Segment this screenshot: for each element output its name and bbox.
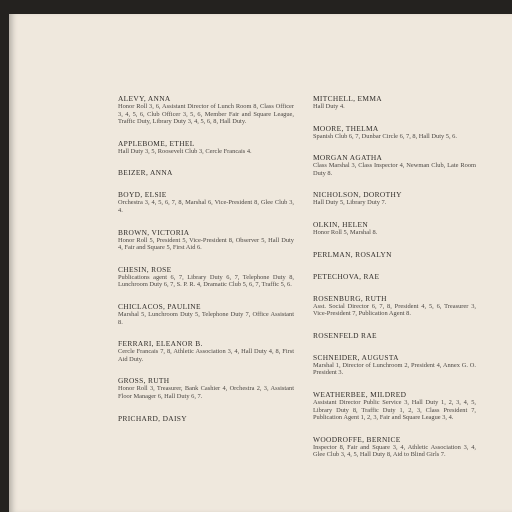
student-name: CHICLACOS, PAULINE (118, 301, 201, 311)
student-name: BEIZER, ANNA (118, 168, 173, 178)
right-column (313, 94, 476, 472)
student-entry (118, 168, 294, 177)
student-entry (118, 339, 294, 363)
student-name: MOORE, THELMA (313, 123, 379, 133)
student-entry (313, 220, 476, 237)
student-entry (118, 139, 294, 156)
student-name: GROSS, RUTH (118, 376, 170, 386)
student-name: FERRARI, ELEANOR B. (118, 339, 203, 349)
student-entry (118, 190, 294, 214)
student-name: ALEVY, ANNA (118, 94, 171, 103)
student-entry (118, 302, 294, 326)
student-activities: Honor Roll 3, 6, Assistant Director of Lunch Room 8, Class Officer 3, 4, 5, 6, Club Officer 3, 5, 6, Member Fair and Square League, Traffic Duty, Library Duty 3, 4, 5, 6, 8, Hall Duty. (118, 103, 294, 126)
student-activities: Assistant Director Public Service 3, Hall Duty 1, 2, 3, 4, 5, Library Duty 8, Traffic Duty 1, 2, 3, Class President 7, Publication Agent 1, 2, 3, Fair and Square League 3, 4. (313, 398, 476, 422)
student-activities: Hall Duty 5, Library Duty 7. (313, 199, 387, 207)
student-entry (313, 331, 476, 340)
student-name: ROSENBURG, RUTH (313, 293, 387, 303)
student-activities: Asst. Social Director 6, 7, 8, President 4, 5, 6, Treasurer 3, Vice-President 7, Publication Agent 8. (313, 302, 476, 318)
student-name: BOYD, ELSIE (118, 190, 167, 200)
student-activities: Spanish Club 6, 7, Dunbar Circle 6, 7, 8, Hall Duty 5, 6. (313, 132, 457, 140)
student-entry (313, 190, 476, 207)
student-entry (313, 272, 476, 281)
student-entry (118, 414, 294, 423)
student-entry (313, 250, 476, 259)
student-activities: Cercle Francais 7, 8, Athletic Association 3, 4, Hall Duty 4, 8, First Aid Duty. (118, 348, 294, 363)
student-name: PRICHARD, DAISY (118, 413, 187, 423)
student-name: PERLMAN, ROSALYN (313, 249, 392, 259)
student-name: MITCHELL, EMMA (313, 94, 382, 103)
student-entry (118, 94, 294, 126)
student-entry (313, 124, 476, 141)
student-activities: Hall Duty 3, 5, Roosevelt Club 3, Cercle Francais 4. (118, 147, 252, 155)
student-activities: Class Marshal 3, Class Inspector 4, Newman Club, Late Room Duty 8. (313, 162, 476, 177)
student-name: PETECHOVA, RAE (313, 271, 380, 281)
student-activities: Marshal 1, Director of Lunchroom 2, President 4, Annex G. O. President 3. (313, 361, 476, 377)
student-entry (313, 390, 476, 422)
student-name: OLKIN, HELEN (313, 219, 369, 229)
student-name: ROSENFELD RAE (313, 330, 377, 340)
student-entry (313, 94, 476, 111)
student-name: CHESIN, ROSE (118, 264, 172, 274)
student-name: MORGAN AGATHA (313, 153, 383, 163)
student-entry (118, 228, 294, 252)
student-name: BROWN, VICTORIA (118, 227, 190, 237)
student-activities: Orchestra 3, 4, 5, 6, 7, 8, Marshal 6, Vice-President 8, Glee Club 3, 4. (118, 199, 294, 214)
student-entry (313, 435, 476, 459)
student-activities: Honor Roll 5, Marshal 8. (313, 228, 378, 236)
student-activities: Publications agent 6, 7, Library Duty 6, 7, Telephone Duty 8, Lunchroom Duty 6, 7, S. P. R. 4, Dramatic Club 5, 6, 7, Traffic 5, 6. (118, 273, 294, 289)
student-entry (313, 294, 476, 318)
student-entry (118, 376, 294, 400)
student-activities: Inspector 8, Fair and Square 3, 4, Athletic Association 3, 4, Glee Club 3, 4, 5, Hall Duty 8, Aid to Blind Girls 7. (313, 443, 476, 459)
student-name: SCHNEIDER, AUGUSTA (313, 352, 399, 362)
student-entry (313, 353, 476, 377)
student-activities: Marshal 5, Lunchroom Duty 5, Telephone Duty 7, Office Assistant 8. (118, 310, 294, 326)
student-name: WOODROFFE, BERNICE (313, 434, 401, 444)
left-column (118, 94, 294, 436)
student-activities: Hall Duty 4. (313, 103, 345, 110)
student-name: WEATHERBEE, MILDRED (313, 389, 407, 399)
student-name: NICHOLSON, DOROTHY (313, 190, 402, 200)
student-activities: Honor Roll 3, Treasurer, Bank Cashier 4, Orchestra 2, 3, Assistant Floor Manager 6, Hall Duty 6, 7. (118, 385, 294, 400)
student-activities: Honor Roll 5, President 5, Vice-President 8, Observer 5, Hall Duty 4, Fair and Square 5, First Aid 6. (118, 236, 294, 252)
student-name: APPLEBOME, ETHEL (118, 138, 195, 148)
yearbook-page (9, 14, 512, 512)
student-entry (313, 153, 476, 177)
student-entry (118, 265, 294, 289)
